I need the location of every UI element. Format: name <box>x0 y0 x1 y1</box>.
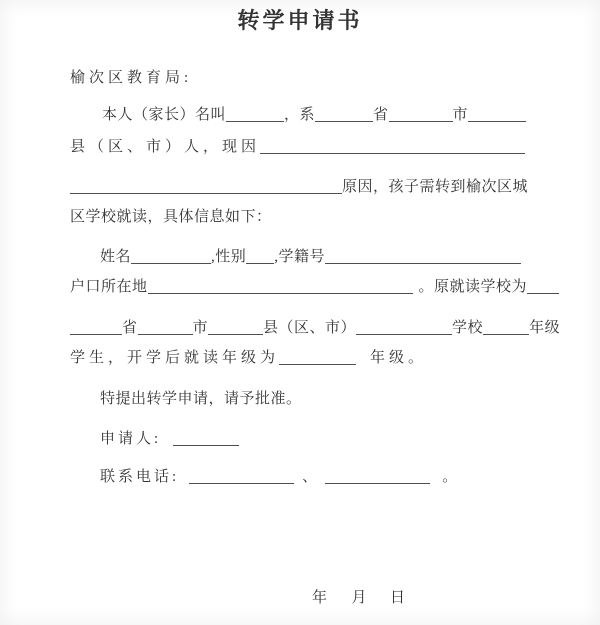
blank-field <box>189 469 294 484</box>
text-run: 年 <box>312 590 328 606</box>
date-line <box>312 588 406 608</box>
paragraph1-line4 <box>70 207 272 227</box>
spacer <box>294 480 302 481</box>
blank-field <box>70 179 342 194</box>
text-run: 学校 <box>452 320 484 336</box>
text-run: 学生，开学后就读年级为 <box>70 350 280 366</box>
text-run: 月 <box>351 590 368 606</box>
spacer <box>367 601 390 602</box>
text-run: 县（区、市）人，现因 <box>70 139 261 155</box>
text-run: 省 <box>373 107 389 123</box>
text-run: 本人（家长）名叫 <box>102 107 227 123</box>
paragraph1-line3 <box>70 177 528 197</box>
document-title: 转学申请书 <box>237 8 363 33</box>
blank-field <box>260 139 525 154</box>
text-run: 。 <box>442 469 461 485</box>
spacer <box>179 480 189 481</box>
info-line4 <box>70 348 427 368</box>
salutation-line <box>70 68 192 88</box>
text-run: 申请人: <box>100 431 162 447</box>
paragraph1-line2 <box>70 137 525 157</box>
blank-field <box>527 279 559 294</box>
blank-field <box>148 279 413 294</box>
blank-field <box>356 320 452 335</box>
text-run: ,学籍号 <box>274 249 326 265</box>
info-line1 <box>100 247 521 267</box>
blank-field <box>468 107 526 122</box>
text-run: 区学校就读，具体信息如下： <box>70 209 272 225</box>
text-run: 日 <box>390 590 406 606</box>
text-run: 年级。 <box>370 350 428 366</box>
blank-field <box>389 107 453 122</box>
text-run: 榆次区教育局: <box>70 70 193 86</box>
info-line3 <box>70 318 560 338</box>
blank-field <box>325 249 521 264</box>
text-run: 市 <box>192 320 209 336</box>
blank-field <box>226 107 284 122</box>
request-line <box>100 389 302 409</box>
text-run: 县（区、市） <box>263 320 357 336</box>
text-run: 特提出转学申请，请予批准。 <box>100 391 302 407</box>
text-run: 联系电话: <box>100 469 180 485</box>
text-run: 户口所在地 <box>70 279 148 295</box>
spacer <box>430 480 442 481</box>
blank-field <box>483 320 529 335</box>
text-run: 年级 <box>529 320 561 336</box>
text-run: 原因，孩子需转到榆次区城 <box>342 179 529 195</box>
phone-line <box>100 467 460 487</box>
blank-field <box>173 431 239 446</box>
blank-field <box>208 320 263 335</box>
spacer <box>161 442 173 443</box>
text-run: 。原就读学校为 <box>418 279 528 295</box>
blank-field <box>131 249 211 264</box>
blank-field <box>70 320 122 335</box>
text-run: 省 <box>122 320 138 336</box>
blank-field <box>315 107 373 122</box>
applicant-line <box>100 429 239 449</box>
spacer <box>328 601 352 602</box>
paragraph1-line1 <box>102 105 526 125</box>
info-line2 <box>70 277 559 297</box>
blank-field <box>279 350 356 365</box>
blank-field <box>246 249 274 264</box>
text-run: ,性别 <box>211 249 247 265</box>
blank-field <box>325 469 430 484</box>
text-run: ，系 <box>284 107 316 123</box>
text-run: 姓名 <box>100 249 132 265</box>
text-run: 、 <box>302 469 321 485</box>
text-run: 市 <box>452 107 469 123</box>
blank-field <box>138 320 193 335</box>
spacer <box>356 361 370 362</box>
